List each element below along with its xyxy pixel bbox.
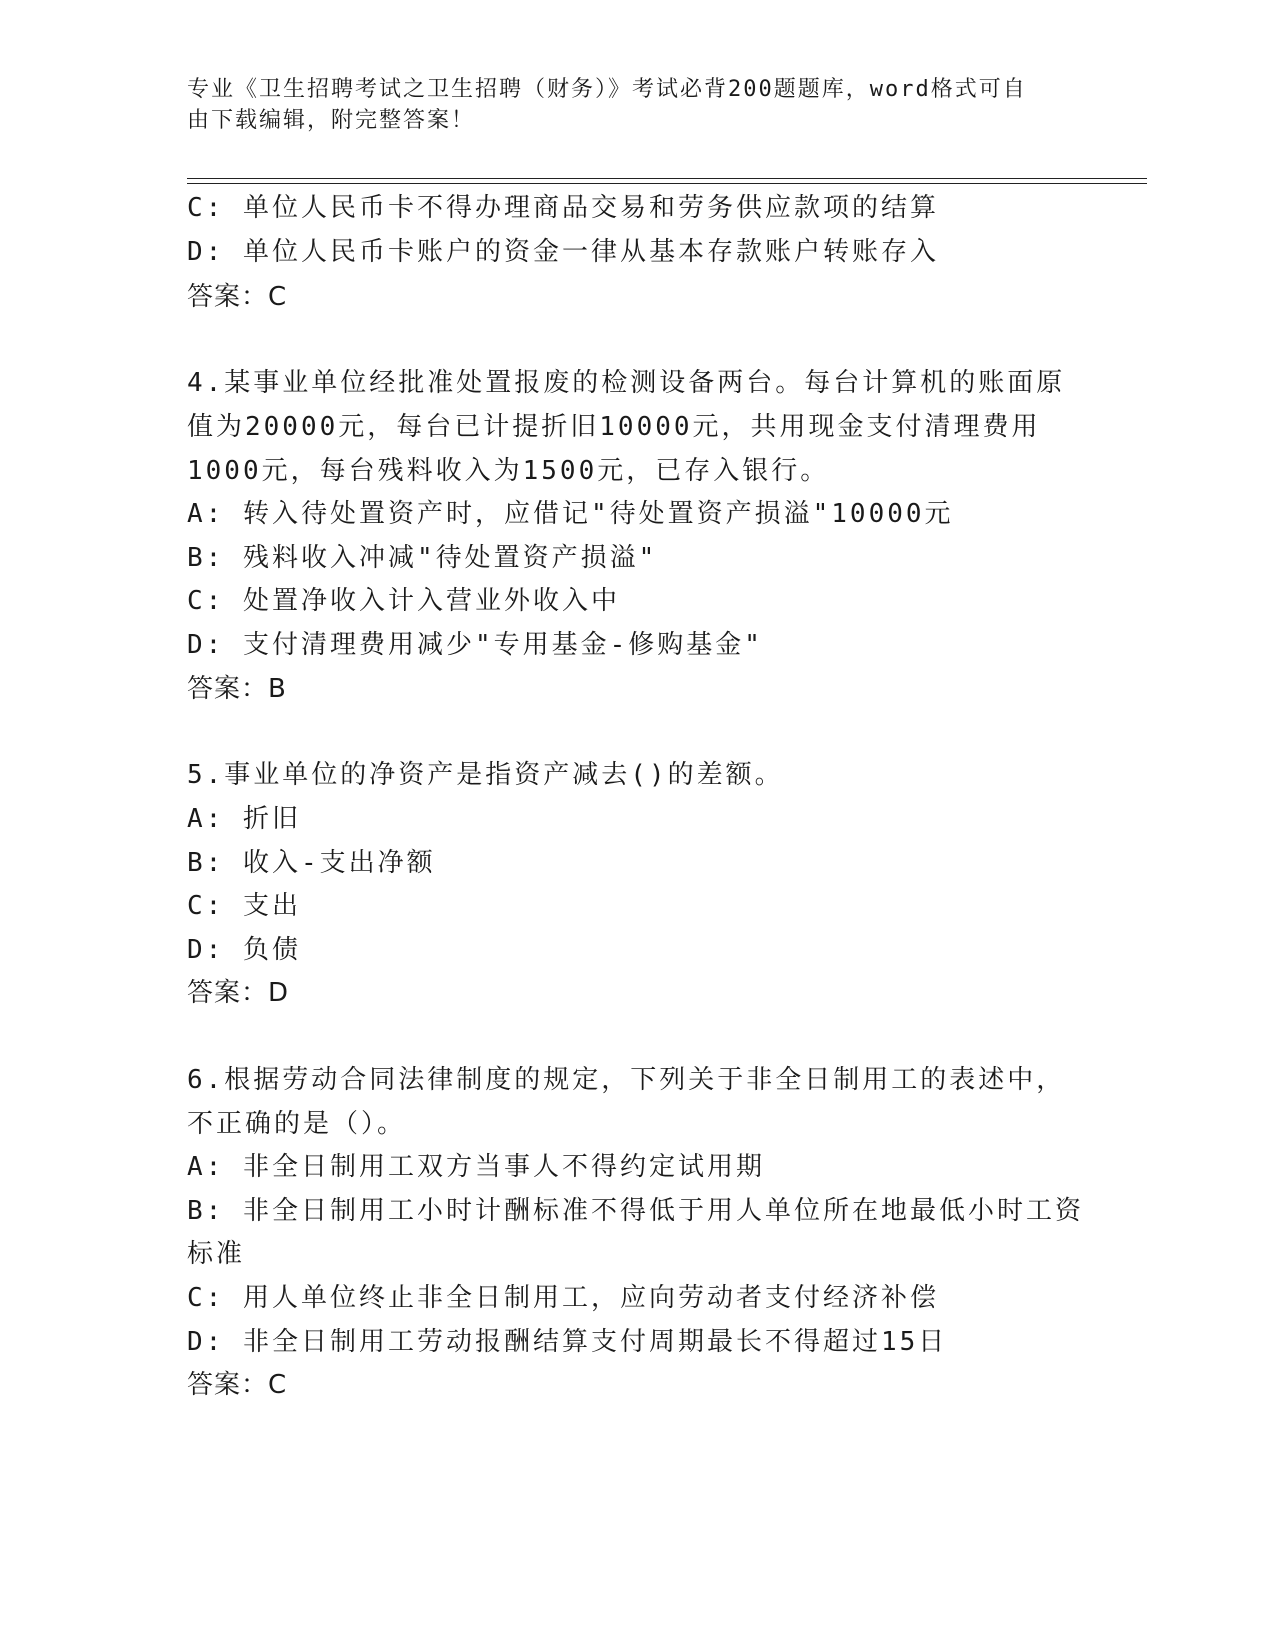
q4-option-a: A: 转入待处置资产时，应借记"待处置资产损溢"10000元 xyxy=(187,499,954,529)
q4-answer: 答案：B xyxy=(187,674,287,704)
q4-stem-line-3: 1000元，每台残料收入为1500元，已存入银行。 xyxy=(187,456,830,486)
header-line-1: 专业《卫生招聘考试之卫生招聘（财务）》考试必背200题题库，word格式可自 xyxy=(187,77,1027,102)
q4-option-d: D: 支付清理费用减少"专用基金-修购基金" xyxy=(187,630,763,660)
q6-stem-line-2: 不正确的是（）。 xyxy=(187,1109,407,1139)
q3-answer: 答案：C xyxy=(187,282,288,312)
q5-option-c: C: 支出 xyxy=(187,891,301,921)
q4-option-c: C: 处置净收入计入营业外收入中 xyxy=(187,586,620,616)
header-divider-bottom xyxy=(187,183,1147,184)
q5-option-d: D: 负债 xyxy=(187,935,301,965)
q6-option-b-line-1: B: 非全日制用工小时计酬标准不得低于用人单位所在地最低小时工资 xyxy=(187,1196,1084,1226)
q3-option-c: C: 单位人民币卡不得办理商品交易和劳务供应款项的结算 xyxy=(187,193,939,223)
q6-option-a: A: 非全日制用工双方当事人不得约定试用期 xyxy=(187,1152,765,1182)
q6-stem-line-1: 6.根据劳动合同法律制度的规定，下列关于非全日制用工的表述中， xyxy=(187,1065,1066,1095)
document-header xyxy=(187,74,1067,136)
q6-answer: 答案：C xyxy=(187,1370,288,1400)
q6-option-c: C: 用人单位终止非全日制用工，应向劳动者支付经济补偿 xyxy=(187,1283,939,1313)
q5-stem-line-1: 5.事业单位的净资产是指资产减去()的差额。 xyxy=(187,760,784,790)
q3-option-d: D: 单位人民币卡账户的资金一律从基本存款账户转账存入 xyxy=(187,237,939,267)
q5-option-a: A: 折旧 xyxy=(187,804,301,834)
q5-option-b: B: 收入-支出净额 xyxy=(187,848,436,878)
q4-stem-line-2: 值为20000元，每台已计提折旧10000元，共用现金支付清理费用 xyxy=(187,412,1041,442)
q6-option-b-line-2: 标准 xyxy=(187,1239,246,1269)
q4-stem-line-1: 4.某事业单位经批准处置报废的检测设备两台。每台计算机的账面原 xyxy=(187,368,1066,398)
q5-answer: 答案：D xyxy=(187,978,290,1008)
header-divider-top xyxy=(187,178,1147,179)
q4-option-b: B: 残料收入冲减"待处置资产损溢" xyxy=(187,543,658,573)
header-line-2: 由下载编辑，附完整答案！ xyxy=(187,108,476,133)
q6-option-d: D: 非全日制用工劳动报酬结算支付周期最长不得超过15日 xyxy=(187,1327,948,1357)
